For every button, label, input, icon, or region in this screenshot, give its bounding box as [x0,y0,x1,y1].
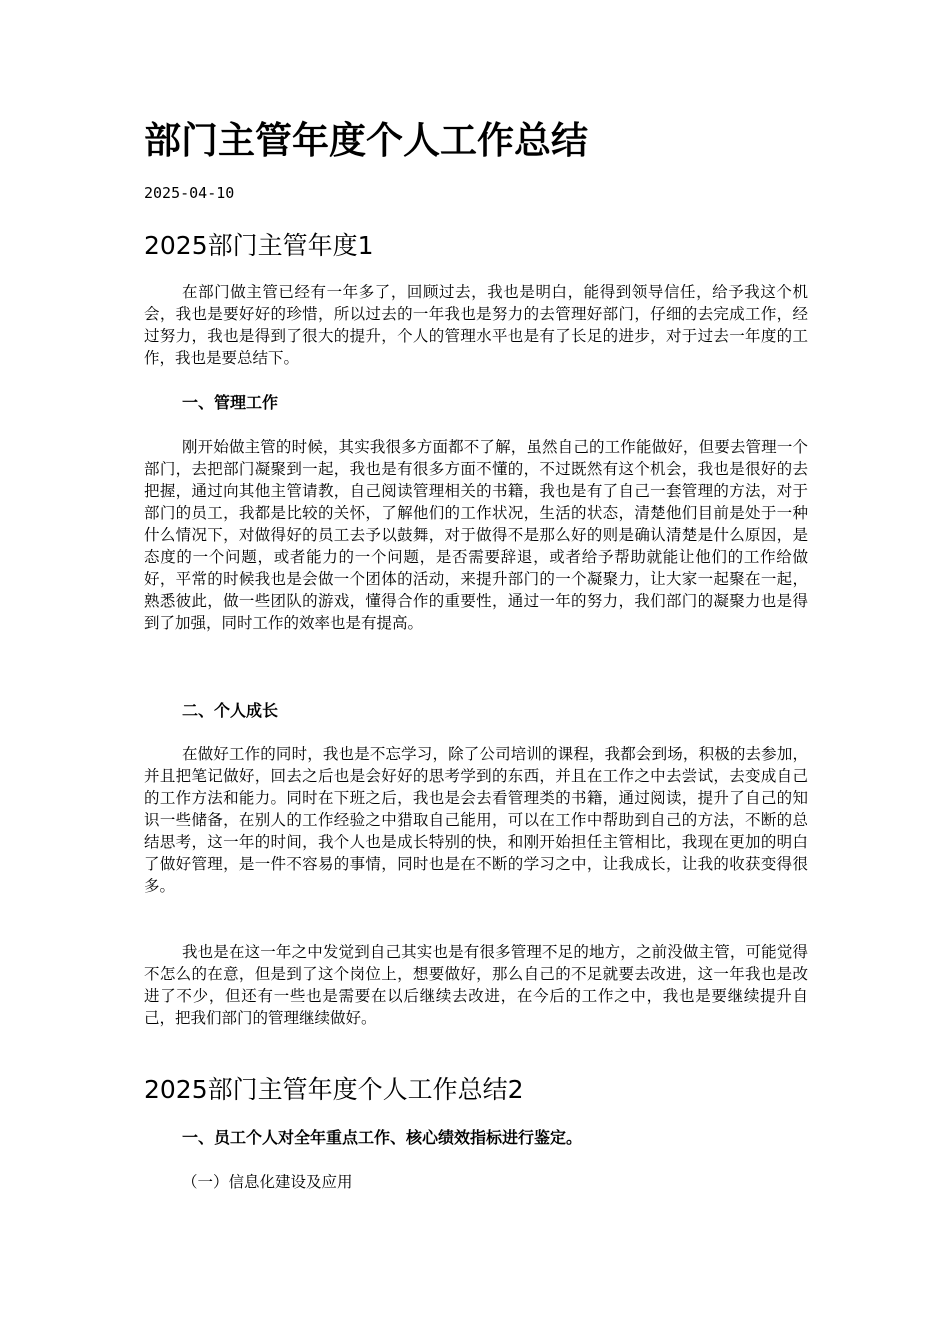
management-paragraph: 刚开始做主管的时候，其实我很多方面都不了解，虽然自己的工作能做好，但要去管理一个部门，去把部门凝聚到一起，我也是有很多方面不懂的，不过既然有这个机会，我也是很好的去把握，通过向其他主管请教，自己阅读管理相关的书籍，我也是有了自己一套管理的方法，对于部门的员工，我都是比较的关怀，了解他们的工作状况，生活的状态，清楚他们目前是处于一种什么情况下，对做得好的员工去予以鼓舞，对于做得不是那么好的则是确认清楚是什么原因，是态度的一个问题，或者能力的一个问题，是否需要辞退，或者给予帮助就能让他们的工作给做好，平常的时候我也是会做一个团体的活动，来提升部门的一个凝聚力，让大家一起聚在一起，熟悉彼此，做一些团队的游戏，懂得合作的重要性，通过一年的努力，我们部门的凝聚力也是得到了加强，同时工作的效率也是有提高。 [144,438,808,632]
document-title: 部门主管年度个人工作总结 [144,119,588,162]
section-heading-2: 2025部门主管年度个人工作总结2 [144,1075,524,1104]
subsection-heading-management: 一、管理工作 [182,393,279,412]
subsection-heading-personal-growth: 二、个人成长 [182,701,279,720]
section-heading-1: 2025部门主管年度1 [144,231,374,260]
personal-growth-paragraph-2: 我也是在这一年之中发觉到自己其实也是有很多管理不足的地方，之前没做主管，可能觉得不怎么的在意，但是到了这个岗位上，想要做好，那么自己的不足就要去改进，这一年我也是改进了不少，但还有一些也是需要在以后继续去改进，在今后的工作之中，我也是要继续提升自己，把我们部门的管理继续做好。 [144,943,808,1027]
personal-growth-paragraph-1: 在做好工作的同时，我也是不忘学习，除了公司培训的课程，我都会到场，积极的去参加，并且把笔记做好，回去之后也是会好好的思考学到的东西，并且在工作之中去尝试，去变成自己的工作方法和能力。同时在下班之后，我也是会去看管理类的书籍，通过阅读，提升了自己的知识一些储备，在别人的工作经验之中猎取自己能用，可以在工作中帮助到自己的方法，不断的总结思考，这一年的时间，我个人也是成长特别的快，和刚开始担任主管相比，我现在更加的明白了做好管理，是一件不容易的事情，同时也是在不断的学习之中，让我成长，让我的收获变得很多。 [144,745,808,895]
section-1-intro-paragraph: 在部门做主管已经有一年多了，回顾过去，我也是明白，能得到领导信任，给予我这个机会，我也是要好好的珍惜，所以过去的一年我也是努力的去管理好部门，仔细的去完成工作，经过努力，我也是得到了很大的提升，个人的管理水平也是有了长足的进步，对于过去一年度的工作，我也是要总结下。 [144,283,808,367]
document-date: 2025-04-10 [144,184,235,202]
subsection-heading-key-work-review: 一、员工个人对全年重点工作、核心绩效指标进行鉴定。 [182,1128,583,1147]
item-informatization-construction: （一）信息化建设及应用 [182,1173,353,1191]
